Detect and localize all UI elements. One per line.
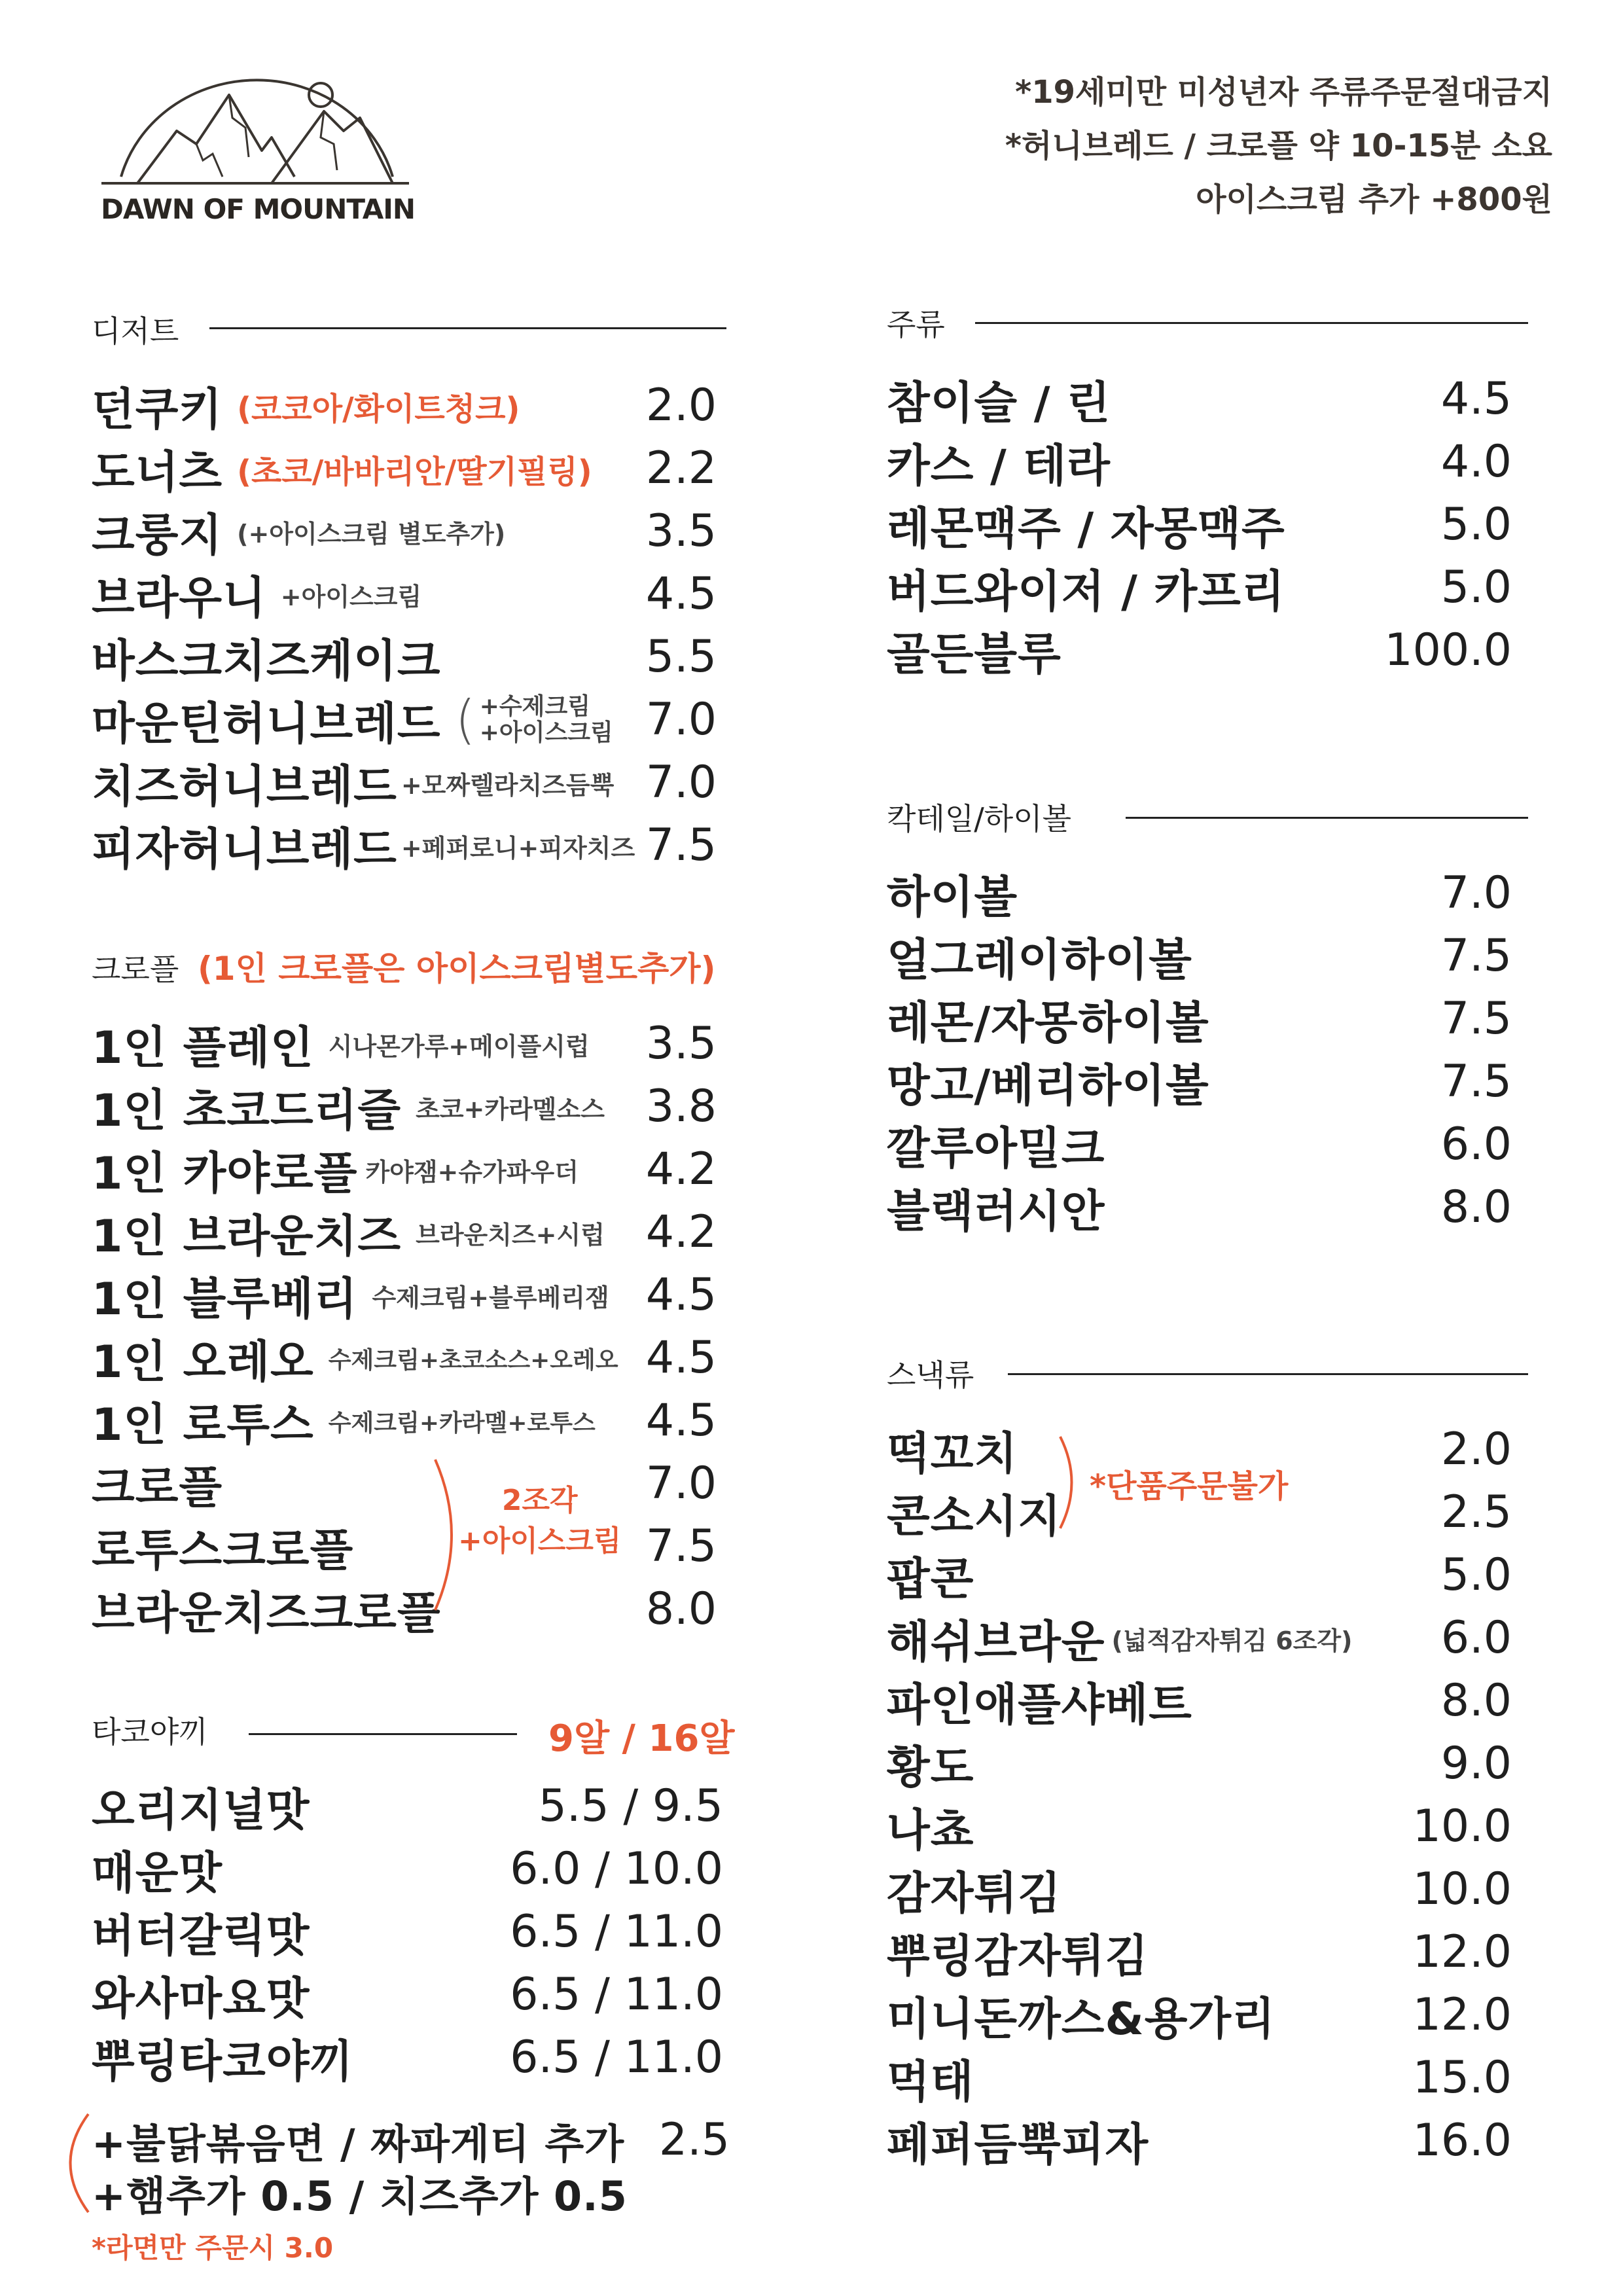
brand-logo <box>98 46 416 229</box>
menu-item <box>887 1056 1209 1112</box>
menu-item <box>887 1675 1192 1731</box>
item-desc: 브라운치즈+시럽 <box>416 1220 605 1249</box>
menu-item <box>92 1906 310 1962</box>
item-price: 6.0 <box>1440 1119 1512 1170</box>
notice-minor-alcohol: *19세미만 미성년자 주류주문절대금지 <box>1015 74 1552 111</box>
menu-item <box>92 1018 590 1074</box>
menu-item <box>92 568 422 624</box>
item-name: 1인 초코드리즐 <box>92 1085 402 1137</box>
item-desc: 시나몬가루+메이플시럽 <box>328 1031 590 1061</box>
item-name: 1인 오레오 <box>92 1336 314 1388</box>
item-name: 황도 <box>887 1742 974 1794</box>
item-price: 4.2 <box>645 1143 717 1195</box>
item-desc-line: +아이스크림 <box>479 719 613 746</box>
menu-item <box>92 1395 596 1451</box>
item-price: 6.0 <box>1440 1612 1512 1664</box>
item-price: 2.5 <box>1440 1486 1512 1538</box>
item-name: 크룽지 <box>92 509 223 562</box>
item-name: 1인 블루베리 <box>92 1273 358 1325</box>
item-name: 1인 브라운치즈 <box>92 1210 402 1263</box>
item-price: 12.0 <box>1412 1926 1512 1978</box>
menu-item <box>92 1206 605 1263</box>
menu-item <box>92 505 506 562</box>
menu-item <box>887 1926 1149 1982</box>
item-price: 10.0 <box>1412 1801 1512 1852</box>
addon-item <box>92 2166 628 2219</box>
addon-bracket <box>52 2111 92 2215</box>
item-name: 참이슬 / 린 <box>887 377 1111 429</box>
item-name: 1인 로투스 <box>92 1399 314 1451</box>
section-title-dessert: 디저트 <box>92 314 179 349</box>
menu-item <box>92 1143 579 1200</box>
section-title-croffle <box>92 942 715 990</box>
item-name: 나쵸 <box>887 1804 974 1857</box>
item-price: 16.0 <box>1412 2115 1512 2166</box>
item-price: 7.5 <box>1440 993 1512 1045</box>
menu-item <box>887 930 1192 986</box>
menu-item <box>92 380 520 436</box>
menu-item <box>887 499 1285 555</box>
menu-item <box>887 1424 1018 1480</box>
item-price: 5.0 <box>1440 562 1512 613</box>
croffle-group-note <box>458 1480 621 1562</box>
item-name: 피자허니브레드 <box>92 823 397 876</box>
menu-item <box>92 631 441 687</box>
menu-item <box>887 1738 974 1794</box>
single-order-bracket <box>1057 1433 1083 1532</box>
menu-item <box>887 1549 974 1605</box>
section-divider <box>975 322 1528 324</box>
item-desc: (넓적감자튀김 6조각) <box>1111 1626 1353 1655</box>
item-name: 치즈허니브레드 <box>92 761 397 813</box>
item-name: 로투스크로플 <box>92 1524 354 1577</box>
item-price: 4.5 <box>1440 373 1512 425</box>
item-price: 8.0 <box>1440 1181 1512 1233</box>
item-name: 카스 / 테라 <box>887 440 1111 492</box>
menu-item <box>887 1801 974 1857</box>
item-name: 하이볼 <box>887 871 1018 924</box>
item-name: 뿌링감자튀김 <box>887 1930 1149 1982</box>
menu-item <box>887 867 1018 924</box>
item-desc: 수제크림+블루베리잼 <box>372 1283 609 1312</box>
item-desc: (초코/바바리안/딸기필링) <box>237 453 592 490</box>
item-desc-stack <box>480 694 613 746</box>
item-price: 7.5 <box>1440 1056 1512 1107</box>
item-name: 팝콘 <box>887 1553 974 1605</box>
item-price: 9.0 <box>1440 1738 1512 1789</box>
menu-item <box>92 757 615 813</box>
item-price: 7.0 <box>645 694 717 745</box>
menu-item <box>887 562 1285 618</box>
item-price: 4.5 <box>645 1395 717 1446</box>
item-name: 미니돈까스&용가리 <box>887 1993 1275 2045</box>
menu-item <box>92 442 592 499</box>
item-price: 15.0 <box>1412 2052 1512 2104</box>
item-price: 12.0 <box>1412 1989 1512 2041</box>
item-desc: 수제크림+카라멜+로투스 <box>328 1409 596 1437</box>
item-price: 8.0 <box>645 1583 717 1635</box>
menu-item <box>887 436 1111 492</box>
menu-item <box>92 819 635 876</box>
section-divider <box>209 327 726 329</box>
group-note-line: 2조각 <box>501 1484 578 1517</box>
item-desc: (+아이스크림 별도추가) <box>237 519 506 548</box>
item-price: 7.0 <box>1440 867 1512 919</box>
menu-item <box>887 1989 1275 2045</box>
item-name: 오리지널맛 <box>92 1784 310 1837</box>
single-order-note: *단품주문불가 <box>1090 1468 1289 1505</box>
item-price: 4.2 <box>645 1206 717 1258</box>
notice-block <box>1005 65 1552 226</box>
item-price: 7.5 <box>1440 930 1512 982</box>
item-name: 얼그레이하이볼 <box>887 934 1192 986</box>
menu-item <box>92 689 613 750</box>
item-price: 7.5 <box>645 1520 717 1572</box>
menu-item <box>92 1780 310 1837</box>
item-desc: 카야잼+슈가파우더 <box>365 1157 579 1187</box>
item-price: 3.8 <box>645 1081 717 1132</box>
item-name: 페퍼듬뿍피자 <box>887 2119 1149 2171</box>
brand-name: DAWN OF MOUNTAIN <box>101 193 416 225</box>
addon-item <box>92 2114 624 2166</box>
item-desc: 초코+카라멜소스 <box>416 1094 605 1124</box>
item-name: 버드와이저 / 카프리 <box>887 565 1285 618</box>
section-divider <box>249 1733 517 1735</box>
section-title-alcohol: 주류 <box>887 307 945 342</box>
item-price: 5.5 / 9.5 <box>538 1780 723 1832</box>
item-name: 1인 카야로플 <box>92 1147 358 1200</box>
item-price: 4.5 <box>645 1332 717 1384</box>
menu-item <box>92 2032 354 2088</box>
item-name: 1인 플레인 <box>92 1022 314 1074</box>
item-name: 골든블루 <box>887 628 1061 681</box>
item-price: 6.5 / 11.0 <box>510 1969 723 2020</box>
item-name: 마운틴허니브레드 <box>92 698 441 750</box>
item-price: 4.5 <box>645 1269 717 1321</box>
item-name: 떡꼬치 <box>887 1427 1018 1480</box>
item-price: 6.5 / 11.0 <box>510 2032 723 2083</box>
section-title-text: 크로플 <box>92 952 179 987</box>
item-name: 브라우니 <box>92 572 266 624</box>
item-name: 뿌링타코야끼 <box>92 2036 354 2088</box>
item-price: 5.0 <box>1440 1549 1512 1601</box>
item-name: 망고/베리하이볼 <box>887 1060 1209 1112</box>
item-price: 7.0 <box>645 1458 717 1509</box>
group-note-line: +아이스크림 <box>458 1524 622 1558</box>
menu-item <box>92 1520 354 1577</box>
item-name: 레몬맥주 / 자몽맥주 <box>887 503 1285 555</box>
section-divider <box>1008 1373 1528 1375</box>
item-desc-line: +수제크림 <box>479 693 591 720</box>
item-price: 7.5 <box>645 819 717 871</box>
item-name: 매운맛 <box>92 1847 223 1899</box>
item-price: 2.0 <box>645 380 717 431</box>
item-price: 2.2 <box>645 442 717 494</box>
notice-icecream-addon: 아이스크림 추가 +800원 <box>1196 181 1552 218</box>
item-price: 2.0 <box>1440 1424 1512 1475</box>
item-price: 100.0 <box>1384 624 1512 676</box>
menu-item <box>887 373 1111 429</box>
item-name: 도너츠 <box>92 446 223 499</box>
item-price: 3.5 <box>645 1018 717 1069</box>
menu-item <box>92 1843 223 1899</box>
item-name: 감자튀김 <box>887 1867 1061 1920</box>
menu-item <box>92 1969 310 2025</box>
menu-item <box>887 1486 1061 1543</box>
item-name: 해쉬브라운 <box>887 1616 1105 1668</box>
addon-name: +불닭볶음면 / 짜파게티 추가 <box>92 2119 625 2168</box>
item-desc: +페퍼로니+피자치즈 <box>401 833 635 863</box>
item-price: 10.0 <box>1412 1863 1512 1915</box>
section-divider <box>1126 817 1528 819</box>
section-title-cocktail: 칵테일/하이볼 <box>887 801 1072 836</box>
menu-item <box>887 624 1061 681</box>
item-price: 4.0 <box>1440 436 1512 488</box>
item-name: 브라운치즈크로플 <box>92 1587 441 1640</box>
item-price: 4.5 <box>645 568 717 620</box>
item-name: 버터갈릭맛 <box>92 1910 310 1962</box>
bracket-paren: ( <box>455 689 476 750</box>
item-name: 바스크치즈케이크 <box>92 635 441 687</box>
item-name: 크로플 <box>92 1462 223 1514</box>
item-desc: 수제크림+초코소스+오레오 <box>328 1346 618 1374</box>
item-price: 3.5 <box>645 505 717 557</box>
item-price: 5.5 <box>645 631 717 683</box>
item-name: 와사마요맛 <box>92 1973 310 2025</box>
menu-item <box>887 1863 1061 1920</box>
menu-item <box>887 1119 1105 1175</box>
item-name: 깔루아밀크 <box>887 1122 1105 1175</box>
item-name: 블랙러시안 <box>887 1185 1105 1238</box>
menu-item <box>92 1583 441 1640</box>
menu-item <box>92 1458 223 1514</box>
item-price: 6.5 / 11.0 <box>510 1906 723 1958</box>
menu-item <box>887 2115 1149 2171</box>
menu-item <box>92 1081 605 1137</box>
takoyaki-size-note: 9알 / 16알 <box>548 1717 735 1760</box>
menu-item <box>887 1181 1105 1238</box>
item-name: 던쿠키 <box>92 384 223 436</box>
addon-price: 2.5 <box>658 2114 730 2166</box>
item-price: 6.0 / 10.0 <box>510 1843 723 1895</box>
item-name: 콘소시지 <box>887 1490 1061 1543</box>
section-title-note: (1인 크로플은 아이스크림별도추가) <box>197 950 716 988</box>
menu-item <box>887 1612 1353 1668</box>
menu-item <box>92 1269 609 1325</box>
item-name: 레몬/자몽하이볼 <box>887 997 1209 1049</box>
item-desc: (코코아/화이트청크) <box>237 390 520 427</box>
mountain-sun-logo-icon <box>98 46 412 193</box>
menu-item <box>887 993 1209 1049</box>
ramen-note: *라면만 주문시 3.0 <box>92 2232 334 2264</box>
section-title-takoyaki: 타코야끼 <box>92 1714 208 1749</box>
menu-item <box>92 1332 618 1388</box>
item-price: 8.0 <box>1440 1675 1512 1727</box>
section-title-snack: 스낵류 <box>887 1357 974 1393</box>
item-desc: +모짜렐라치즈듬뿍 <box>401 770 615 800</box>
item-name: 파인애플샤베트 <box>887 1679 1192 1731</box>
addon-name: +햄추가 0.5 / 치즈추가 0.5 <box>92 2172 628 2220</box>
item-name: 먹태 <box>887 2056 974 2108</box>
item-price: 5.0 <box>1440 499 1512 550</box>
item-price: 7.0 <box>645 757 717 808</box>
notice-prep-time: *허니브레드 / 크로플 약 10-15분 소요 <box>1005 128 1552 164</box>
item-desc: +아이스크림 <box>280 582 422 611</box>
menu-item <box>887 2052 974 2108</box>
